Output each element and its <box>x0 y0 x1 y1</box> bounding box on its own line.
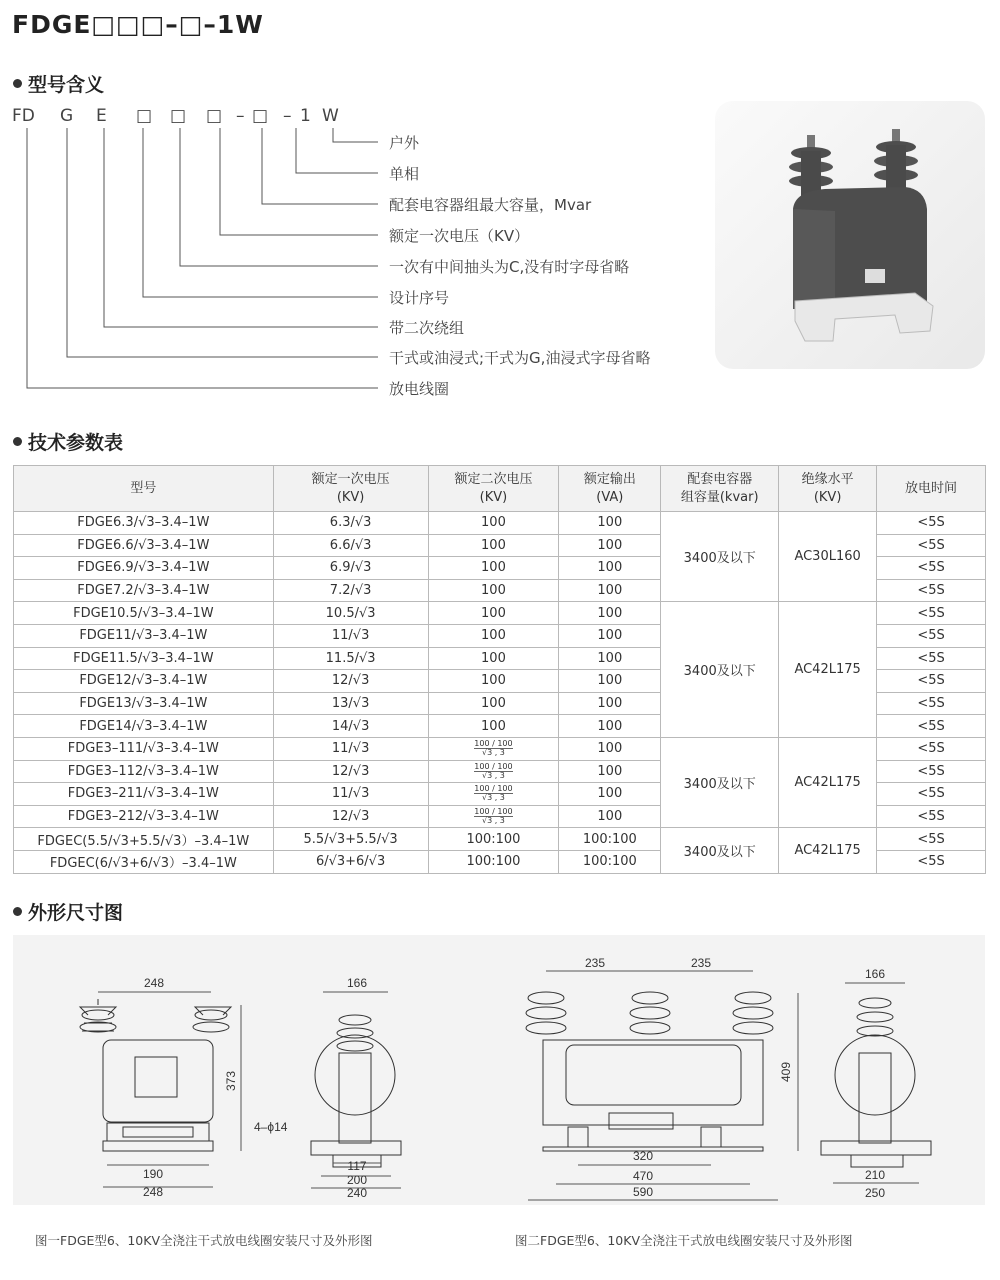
discharge-cell: <5S <box>877 624 986 647</box>
secondary-voltage-cell: 100:100 <box>428 828 559 851</box>
numerator: 100 <box>497 784 513 794</box>
discharge-cell: <5S <box>877 647 986 670</box>
dim-label: 320 <box>632 1149 654 1163</box>
dim-label: 166 <box>346 976 368 990</box>
header-text: (KV) <box>336 489 365 505</box>
header-text: 放电时间 <box>905 480 958 496</box>
output-cell: 100 <box>559 579 661 602</box>
denominator: √3 <box>481 816 493 826</box>
secondary-voltage-cell: 100 <box>428 692 559 715</box>
output-cell: 100 <box>559 557 661 580</box>
header-text: 组容量(kvar) <box>680 489 759 505</box>
discharge-cell: <5S <box>877 602 986 625</box>
table-header-cell <box>273 466 428 512</box>
table-row <box>14 602 986 625</box>
numerator: 100 <box>474 739 490 749</box>
secondary-voltage-cell: 100 <box>428 512 559 535</box>
table-header-cell <box>559 466 661 512</box>
dim-label: 248 <box>143 976 165 990</box>
model-cell: FDGE3–211/√3–3.4–1W <box>14 783 274 806</box>
table-row <box>14 828 986 851</box>
table-header-cell <box>661 466 779 512</box>
model-code-char: FD <box>12 106 35 126</box>
caption-fig1: 图一FDGE型6、10KV全浇注干式放电线圈安装尺寸及外形图 <box>35 1233 373 1248</box>
primary-voltage-cell: 11/√3 <box>273 783 428 806</box>
discharge-cell: <5S <box>877 670 986 693</box>
section-title: 技术参数表 <box>28 432 124 454</box>
section-tech-params <box>13 428 123 455</box>
model-cell: FDGE12/√3–3.4–1W <box>14 670 274 693</box>
numerator: 100 <box>474 761 490 771</box>
primary-voltage-cell: 12/√3 <box>273 805 428 828</box>
dim-label: 190 <box>142 1167 164 1181</box>
secondary-voltage-cell: 100 <box>428 670 559 693</box>
dim-label: 590 <box>632 1185 654 1199</box>
insulation-cell: AC42L175 <box>779 828 877 873</box>
model-code-char: E <box>96 106 107 126</box>
fig2-side-view <box>821 998 931 1167</box>
secondary-voltage-cell: 100 <box>428 602 559 625</box>
secondary-voltage-cell <box>428 783 559 806</box>
discharge-cell: <5S <box>877 557 986 580</box>
dim-label: 240 <box>346 1186 368 1200</box>
primary-voltage-cell: 11/√3 <box>273 624 428 647</box>
model-cell: FDGE11.5/√3–3.4–1W <box>14 647 274 670</box>
section-dimensions <box>13 898 123 925</box>
fraction: $\frac{100 / 100}{√3 , 3}$ <box>474 761 513 780</box>
secondary-voltage-cell: 100 <box>428 647 559 670</box>
meaning-item: 户外 <box>389 134 420 152</box>
bullet-icon <box>13 907 22 916</box>
secondary-voltage-cell: 100 <box>428 534 559 557</box>
output-cell: 100:100 <box>559 828 661 851</box>
discharge-cell: <5S <box>877 692 986 715</box>
fraction: $\frac{100 / 100}{√3 , 3}$ <box>474 784 513 803</box>
meaning-item: 额定一次电压（KV） <box>389 227 530 245</box>
model-cell: FDGEC(5.5/√3+5.5/√3）–3.4–1W <box>14 828 274 851</box>
primary-voltage-cell: 6.9/√3 <box>273 557 428 580</box>
model-code-char: G <box>60 106 74 126</box>
model-code-char: – <box>236 106 245 126</box>
model-code-char: W <box>322 106 339 126</box>
table-row <box>14 737 986 760</box>
model-code-char: □ <box>136 106 153 126</box>
dim-label: 250 <box>864 1186 886 1200</box>
section-title: 型号含义 <box>28 74 105 96</box>
output-cell: 100 <box>559 805 661 828</box>
primary-voltage-cell: 11.5/√3 <box>273 647 428 670</box>
table-header-cell <box>14 466 274 512</box>
dim-label: 235 <box>584 956 606 970</box>
page-title: FDGE□□□–□–1W <box>12 10 264 39</box>
insulation-cell: AC42L175 <box>779 737 877 827</box>
secondary-voltage-cell: 100 <box>428 579 559 602</box>
discharge-cell: <5S <box>877 850 986 873</box>
caption-fig2: 图二FDGE型6、10KV全浇注干式放电线圈安装尺寸及外形图 <box>515 1233 853 1248</box>
discharge-cell: <5S <box>877 534 986 557</box>
numerator: 100 <box>497 761 513 771</box>
header-text: 配套电容器 <box>687 471 753 487</box>
secondary-voltage-cell: 100 <box>428 557 559 580</box>
model-cell: FDGE13/√3–3.4–1W <box>14 692 274 715</box>
header-text: 型号 <box>130 480 157 496</box>
discharge-cell: <5S <box>877 715 986 738</box>
model-code-char: □ <box>206 106 223 126</box>
output-cell: 100 <box>559 692 661 715</box>
model-cell: FDGE6.3/√3–3.4–1W <box>14 512 274 535</box>
output-cell: 100 <box>559 737 661 760</box>
model-cell: FDGE14/√3–3.4–1W <box>14 715 274 738</box>
fig1-front-view <box>80 999 231 1151</box>
denominator: 3 <box>499 816 505 826</box>
dim-label: 200 <box>346 1173 368 1187</box>
discharge-cell: <5S <box>877 760 986 783</box>
table-header-cell <box>428 466 559 512</box>
dim-label: 235 <box>690 956 712 970</box>
capacity-cell: 3400及以下 <box>661 737 779 827</box>
model-cell: FDGE7.2/√3–3.4–1W <box>14 579 274 602</box>
secondary-voltage-cell <box>428 760 559 783</box>
dim-label: 210 <box>864 1168 886 1182</box>
denominator: √3 <box>481 748 493 758</box>
primary-voltage-cell: 7.2/√3 <box>273 579 428 602</box>
fraction: $\frac{100 / 100}{√3 , 3}$ <box>474 739 513 758</box>
section-title: 外形尺寸图 <box>28 902 124 924</box>
header-text: (KV) <box>479 489 508 505</box>
discharge-cell: <5S <box>877 828 986 851</box>
primary-voltage-cell: 14/√3 <box>273 715 428 738</box>
insulation-cell: AC30L160 <box>779 512 877 602</box>
model-cell: FDGE6.9/√3–3.4–1W <box>14 557 274 580</box>
meaning-item: 一次有中间抽头为C,没有时字母省略 <box>389 258 630 276</box>
fig2-front-view <box>526 992 773 1151</box>
output-cell: 100 <box>559 512 661 535</box>
capacity-cell: 3400及以下 <box>661 602 779 738</box>
dim-label: 409 <box>779 1061 793 1083</box>
numerator: 100 <box>474 784 490 794</box>
numerator: 100 <box>497 739 513 749</box>
primary-voltage-cell: 10.5/√3 <box>273 602 428 625</box>
table-header-cell <box>877 466 986 512</box>
primary-voltage-cell: 5.5/√3+5.5/√3 <box>273 828 428 851</box>
meaning-item: 设计序号 <box>389 289 450 307</box>
drawing-canvas <box>13 935 985 1205</box>
header-text: 额定一次电压 <box>311 471 390 487</box>
output-cell: 100 <box>559 783 661 806</box>
secondary-voltage-cell <box>428 805 559 828</box>
denominator: √3 <box>481 793 493 803</box>
primary-voltage-cell: 11/√3 <box>273 737 428 760</box>
denominator: √3 <box>481 770 493 780</box>
model-code-leaders <box>0 0 720 400</box>
secondary-voltage-cell: 100:100 <box>428 850 559 873</box>
secondary-voltage-cell <box>428 737 559 760</box>
primary-voltage-cell: 13/√3 <box>273 692 428 715</box>
secondary-voltage-cell: 100 <box>428 624 559 647</box>
capacity-cell: 3400及以下 <box>661 828 779 873</box>
primary-voltage-cell: 6/√3+6/√3 <box>273 850 428 873</box>
numerator: 100 <box>474 807 490 817</box>
model-code-char: – <box>283 106 292 126</box>
model-cell: FDGE11/√3–3.4–1W <box>14 624 274 647</box>
product-photo <box>715 101 985 369</box>
model-cell: FDGE3–111/√3–3.4–1W <box>14 737 274 760</box>
meaning-item: 干式或油浸式;干式为G,油浸式字母省略 <box>389 349 651 367</box>
output-cell: 100 <box>559 534 661 557</box>
dimension-drawings <box>13 935 985 1205</box>
meaning-item: 单相 <box>389 165 420 183</box>
dim-label: 166 <box>864 967 886 981</box>
output-cell: 100:100 <box>559 850 661 873</box>
denominator: 3 <box>499 793 505 803</box>
output-cell: 100 <box>559 760 661 783</box>
table-row <box>14 512 986 535</box>
capacity-cell: 3400及以下 <box>661 512 779 602</box>
model-cell: FDGE10.5/√3–3.4–1W <box>14 602 274 625</box>
model-code-char: □ <box>252 106 269 126</box>
primary-voltage-cell: 6.3/√3 <box>273 512 428 535</box>
header-text: 额定二次电压 <box>454 471 533 487</box>
insulation-cell: AC42L175 <box>779 602 877 738</box>
denominator: 3 <box>499 770 505 780</box>
output-cell: 100 <box>559 624 661 647</box>
model-cell: FDGE3–112/√3–3.4–1W <box>14 760 274 783</box>
model-code-char: 1 <box>300 106 311 126</box>
header-text: (VA) <box>596 489 624 505</box>
primary-voltage-cell: 12/√3 <box>273 760 428 783</box>
discharge-cell: <5S <box>877 512 986 535</box>
bullet-icon <box>13 437 22 446</box>
header-text: 绝缘水平 <box>801 471 854 487</box>
header-text: 额定输出 <box>583 471 636 487</box>
output-cell: 100 <box>559 647 661 670</box>
dim-label: 373 <box>224 1070 238 1092</box>
table-header-row <box>14 466 986 512</box>
output-cell: 100 <box>559 670 661 693</box>
primary-voltage-cell: 6.6/√3 <box>273 534 428 557</box>
discharge-cell: <5S <box>877 783 986 806</box>
dim-label: 248 <box>142 1185 164 1199</box>
model-cell: FDGEC(6/√3+6/√3）–3.4–1W <box>14 850 274 873</box>
primary-voltage-cell: 12/√3 <box>273 670 428 693</box>
fraction: $\frac{100 / 100}{√3 , 3}$ <box>474 807 513 826</box>
discharge-cell: <5S <box>877 737 986 760</box>
dim-label: 470 <box>632 1169 654 1183</box>
dim-label: 4–ϕ14 <box>254 1120 288 1134</box>
fig1-side-view <box>311 1015 401 1167</box>
meaning-item: 配套电容器组最大容量，Mvar <box>389 196 592 214</box>
header-text: (KV) <box>813 489 842 505</box>
secondary-voltage-cell: 100 <box>428 715 559 738</box>
table-header-cell <box>779 466 877 512</box>
meaning-item: 带二次绕组 <box>389 319 465 337</box>
model-cell: FDGE3–212/√3–3.4–1W <box>14 805 274 828</box>
model-code-char: □ <box>170 106 187 126</box>
discharge-cell: <5S <box>877 805 986 828</box>
model-cell: FDGE6.6/√3–3.4–1W <box>14 534 274 557</box>
numerator: 100 <box>497 807 513 817</box>
spec-table <box>13 465 986 874</box>
discharge-cell: <5S <box>877 579 986 602</box>
output-cell: 100 <box>559 602 661 625</box>
meaning-item: 放电线圈 <box>389 380 450 398</box>
dim-label: 117 <box>347 1159 367 1173</box>
denominator: 3 <box>499 748 505 758</box>
output-cell: 100 <box>559 715 661 738</box>
